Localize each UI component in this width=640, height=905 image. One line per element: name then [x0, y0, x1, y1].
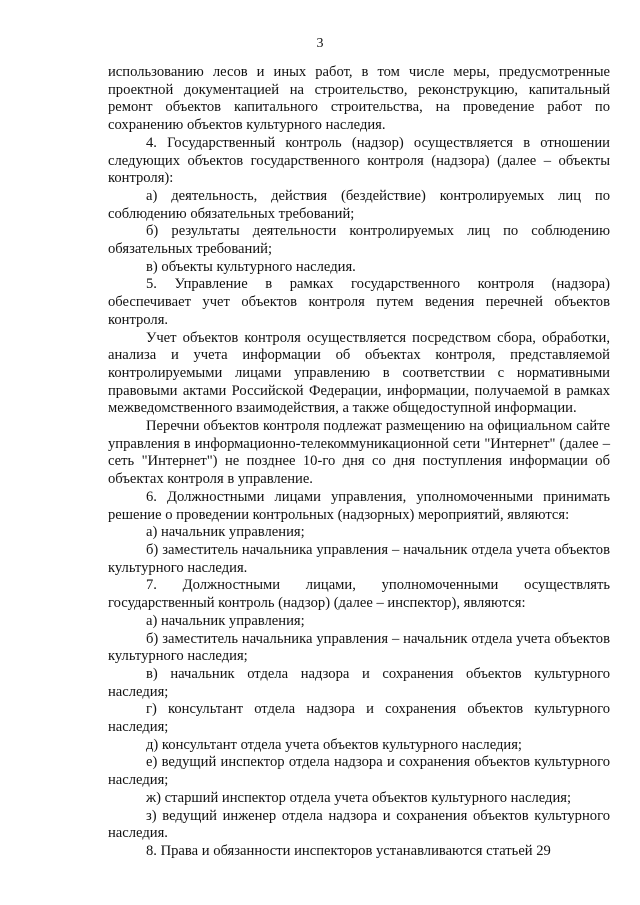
paragraph: д) консультант отдела учета объектов культурного наследия; — [146, 736, 522, 753]
paragraph: а) деятельность, действия (бездействие) контролируемых лиц по соблюдению обязательных требований; — [108, 187, 610, 222]
paragraph: г) консультант отдела надзора и сохранения объектов культурного наследия; — [108, 701, 610, 736]
paragraph: в) объекты культурного наследия. — [146, 258, 356, 275]
paragraph: б) результаты деятельности контролируемых лиц по соблюдению обязательных требований; — [108, 223, 610, 258]
paragraph: 7. Должностными лицами, уполномоченными осуществлять государственный контроль (надзор) (далее – инспектор), являются: — [108, 577, 610, 612]
paragraph: з) ведущий инженер отдела надзора и сохранения объектов культурного наследия. — [108, 807, 610, 842]
paragraph: а) начальник управления; — [146, 524, 305, 541]
paragraph: ж) старший инспектор отдела учета объектов культурного наследия; — [146, 789, 572, 806]
paragraph: 6. Должностными лицами управления, уполномоченными принимать решение о проведении контрольных (надзорных) мероприятий, являются: — [108, 488, 610, 523]
paragraph: 5. Управление в рамках государственного контроля (надзора) обеспечивает учет объектов контроля путем ведения перечней объектов контроля. — [108, 276, 610, 328]
paragraph: 8. Права и обязанности инспекторов устанавливаются статьей 29 — [146, 842, 551, 859]
paragraph: Перечни объектов контроля подлежат размещению на официальном сайте управления в информационно-телекоммуникационной сети "Интернет" (далее – сеть "Интернет") не позднее 10-го дня со дня поступления информации об объектах контроля в управление. — [108, 418, 610, 488]
paragraph: е) ведущий инспектор отдела надзора и сохранения объектов культурного наследия; — [108, 754, 610, 789]
document-body — [108, 64, 610, 861]
paragraph: а) начальник управления; — [146, 612, 305, 629]
paragraph: в) начальник отдела надзора и сохранения объектов культурного наследия; — [108, 665, 610, 700]
paragraph: 4. Государственный контроль (надзор) осуществляется в отношении следующих объектов государственного контроля (надзора) (далее – объекты контроля): — [108, 134, 610, 187]
paragraph: Учет объектов контроля осуществляется посредством сбора, обработки, анализа и учета информации об объектах контроля, представляемой контролируемыми лицами управлению в соответствии с нормативными правовыми актами Российской Федерации, информации, получаемой в рамках межведомственного взаимодействия, а также общедоступной информации. — [108, 329, 610, 417]
page-number: 3 — [316, 36, 324, 51]
paragraph: б) заместитель начальника управления – начальник отдела учета объектов культурного наследия. — [108, 541, 610, 576]
paragraph: б) заместитель начальника управления – начальник отдела учета объектов культурного наследия; — [108, 630, 610, 665]
paragraph: использованию лесов и иных работ, в том числе меры, предусмотренные проектной документацией на строительство, реконструкцию, капитальный ремонт объектов капитального строительства, на проведение работ по сохранению объектов культурного наследия. — [108, 64, 610, 134]
